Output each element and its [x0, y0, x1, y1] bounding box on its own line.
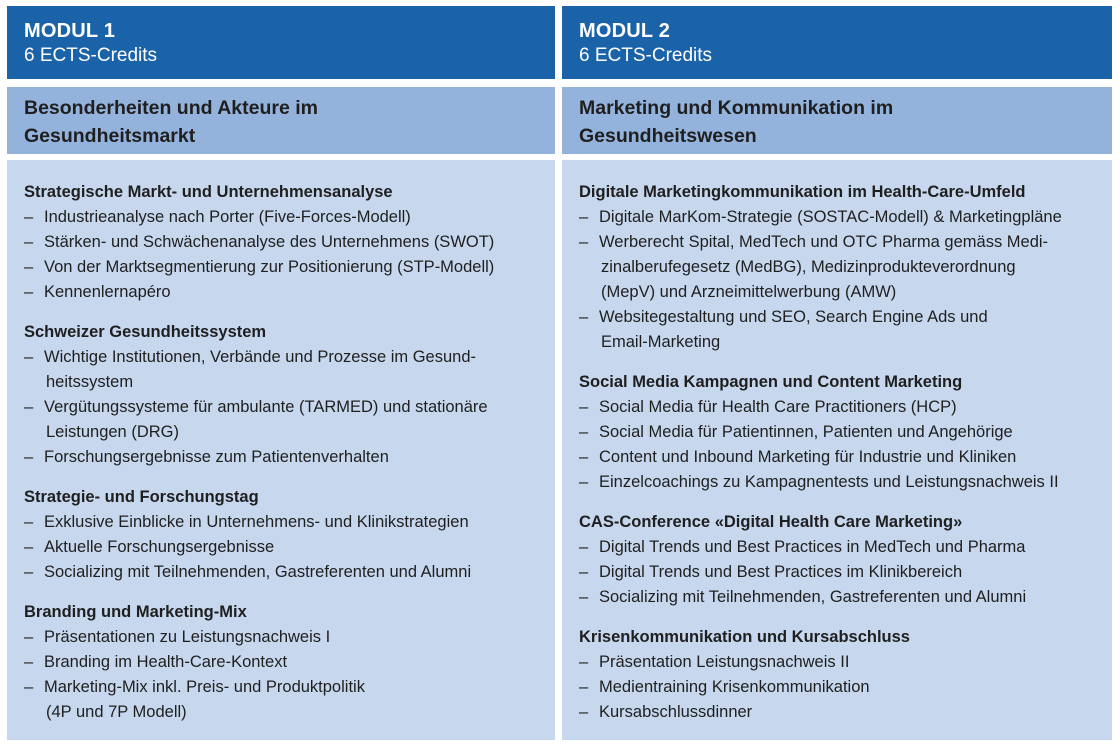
list-item-text: Kennenlernapéro	[44, 283, 171, 301]
list-item-text: (4P und 7P Modell)	[46, 703, 187, 721]
module-header	[7, 6, 555, 79]
dash-bullet: –	[24, 678, 34, 696]
dash-bullet: –	[579, 563, 589, 581]
dash-bullet: –	[24, 563, 34, 581]
section-title: Krisenkommunikation und Kursabschluss	[579, 628, 910, 646]
list-item-text: Digital Trends und Best Practices in MedTech und Pharma	[599, 538, 1026, 556]
dash-bullet: –	[24, 208, 34, 226]
dash-bullet: –	[24, 448, 34, 466]
course-section	[579, 625, 1112, 725]
course-section	[579, 370, 1112, 495]
dash-bullet: –	[24, 538, 34, 556]
list-item	[579, 305, 1112, 355]
module-header	[562, 6, 1112, 79]
list-item	[579, 535, 1112, 560]
dash-bullet: –	[579, 423, 589, 441]
module-title: MODUL 2	[579, 20, 671, 42]
dash-bullet: –	[24, 258, 34, 276]
list-item	[24, 230, 555, 255]
module-subtitle-line: Gesundheitswesen	[579, 125, 757, 147]
section-title: Schweizer Gesundheitssystem	[24, 323, 267, 341]
list-item	[24, 560, 555, 585]
list-item-text: Präsentation Leistungsnachweis II	[599, 653, 850, 671]
dash-bullet: –	[579, 703, 589, 721]
course-section	[24, 485, 555, 585]
module-credits: 6 ECTS-Credits	[579, 45, 713, 66]
module-content	[562, 160, 1112, 740]
list-item-text: Socializing mit Teilnehmenden, Gastreferenten und Alumni	[44, 563, 472, 581]
section-title: CAS-Conference «Digital Health Care Marketing»	[579, 513, 963, 531]
list-item-text: Einzelcoachings zu Kampagnentests und Leistungsnachweis II	[599, 473, 1059, 491]
dash-bullet: –	[24, 348, 34, 366]
list-item	[579, 470, 1112, 495]
dash-bullet: –	[579, 208, 589, 226]
list-item-text: Websitegestaltung und SEO, Search Engine Ads und	[599, 308, 988, 326]
dash-bullet: –	[579, 588, 589, 606]
list-item-text: Kursabschlussdinner	[599, 703, 753, 721]
course-section	[24, 180, 555, 305]
list-item-text: Content und Inbound Marketing für Industrie und Kliniken	[599, 448, 1017, 466]
module-title: MODUL 1	[24, 20, 116, 42]
list-item	[24, 675, 555, 725]
section-title: Branding und Marketing-Mix	[24, 603, 247, 621]
list-item	[24, 650, 555, 675]
module-subtitle-line: Marketing und Kommunikation im	[579, 97, 894, 119]
list-item-text: Medientraining Krisenkommunikation	[599, 678, 870, 696]
dash-bullet: –	[579, 448, 589, 466]
dash-bullet: –	[24, 513, 34, 531]
module-subtitle-line: Gesundheitsmarkt	[24, 125, 196, 147]
list-item-text: heitssystem	[46, 373, 134, 391]
dash-bullet: –	[579, 653, 589, 671]
course-section	[579, 180, 1112, 355]
dash-bullet: –	[24, 628, 34, 646]
section-title: Strategie- und Forschungstag	[24, 488, 259, 506]
section-title: Social Media Kampagnen und Content Marketing	[579, 373, 963, 391]
list-item-text: Digital Trends und Best Practices im Klinikbereich	[599, 563, 963, 581]
list-item-text: Aktuelle Forschungsergebnisse	[44, 538, 275, 556]
dash-bullet: –	[579, 233, 589, 251]
list-item-text: Exklusive Einblicke in Unternehmens- und Klinikstrategien	[44, 513, 469, 531]
dash-bullet: –	[24, 398, 34, 416]
list-item	[579, 445, 1112, 470]
list-item-text: Wichtige Institutionen, Verbände und Prozesse im Gesund-	[44, 348, 476, 366]
list-item	[579, 650, 1112, 675]
module-subtitle-line: Besonderheiten und Akteure im	[24, 97, 318, 119]
list-item	[579, 585, 1112, 610]
list-item	[579, 560, 1112, 585]
list-item	[24, 510, 555, 535]
list-item-text: Social Media für Health Care Practitioners (HCP)	[599, 398, 957, 416]
list-item-text: Email-Marketing	[601, 333, 721, 351]
list-item-text: Präsentationen zu Leistungsnachweis I	[44, 628, 331, 646]
list-item	[24, 280, 555, 305]
module-subtitle	[7, 87, 555, 154]
list-item	[579, 205, 1112, 230]
list-item-text: Branding im Health-Care-Kontext	[44, 653, 288, 671]
list-item-text: Werberecht Spital, MedTech und OTC Pharma gemäss Medi-	[599, 233, 1049, 251]
list-item-text: Forschungsergebnisse zum Patientenverhalten	[44, 448, 389, 466]
module-column-1	[7, 6, 555, 740]
list-item	[579, 700, 1112, 725]
list-item	[579, 420, 1112, 445]
list-item-text: Vergütungssysteme für ambulante (TARMED) und stationäre	[44, 398, 488, 416]
list-item	[579, 675, 1112, 700]
module-credits: 6 ECTS-Credits	[24, 45, 158, 66]
list-item-text: (MepV) und Arzneimittelwerbung (AMW)	[601, 283, 897, 301]
dash-bullet: –	[579, 538, 589, 556]
list-item	[579, 230, 1112, 305]
dash-bullet: –	[579, 398, 589, 416]
list-item-text: Stärken- und Schwächenanalyse des Unternehmens (SWOT)	[44, 233, 495, 251]
dash-bullet: –	[24, 233, 34, 251]
list-item-text: Social Media für Patientinnen, Patienten und Angehörige	[599, 423, 1013, 441]
list-item-text: Marketing-Mix inkl. Preis- und Produktpolitik	[44, 678, 365, 696]
list-item-text: Leistungen (DRG)	[46, 423, 179, 441]
list-item	[24, 255, 555, 280]
list-item-text: Socializing mit Teilnehmenden, Gastreferenten und Alumni	[599, 588, 1027, 606]
section-title: Digitale Marketingkommunikation im Health-Care-Umfeld	[579, 183, 1026, 201]
course-section	[24, 320, 555, 470]
module-content	[7, 160, 555, 740]
dash-bullet: –	[24, 283, 34, 301]
dash-bullet: –	[579, 308, 589, 326]
list-item-text: zinalberufegesetz (MedBG), Medizinprodukteverordnung	[601, 258, 1016, 276]
list-item-text: Industrieanalyse nach Porter (Five-Forces-Modell)	[44, 208, 411, 226]
list-item	[24, 625, 555, 650]
list-item	[24, 345, 555, 395]
dash-bullet: –	[579, 678, 589, 696]
module-subtitle	[562, 87, 1112, 154]
list-item	[24, 395, 555, 445]
list-item	[24, 535, 555, 560]
dash-bullet: –	[24, 653, 34, 671]
list-item	[24, 205, 555, 230]
course-section	[24, 600, 555, 725]
list-item	[579, 395, 1112, 420]
list-item	[24, 445, 555, 470]
list-item-text: Digitale MarKom-Strategie (SOSTAC-Modell) & Marketingpläne	[599, 208, 1062, 226]
course-section	[579, 510, 1112, 610]
dash-bullet: –	[579, 473, 589, 491]
section-title: Strategische Markt- und Unternehmensanalyse	[24, 183, 393, 201]
list-item-text: Von der Marktsegmentierung zur Positionierung (STP-Modell)	[44, 258, 495, 276]
module-column-2	[562, 6, 1112, 740]
